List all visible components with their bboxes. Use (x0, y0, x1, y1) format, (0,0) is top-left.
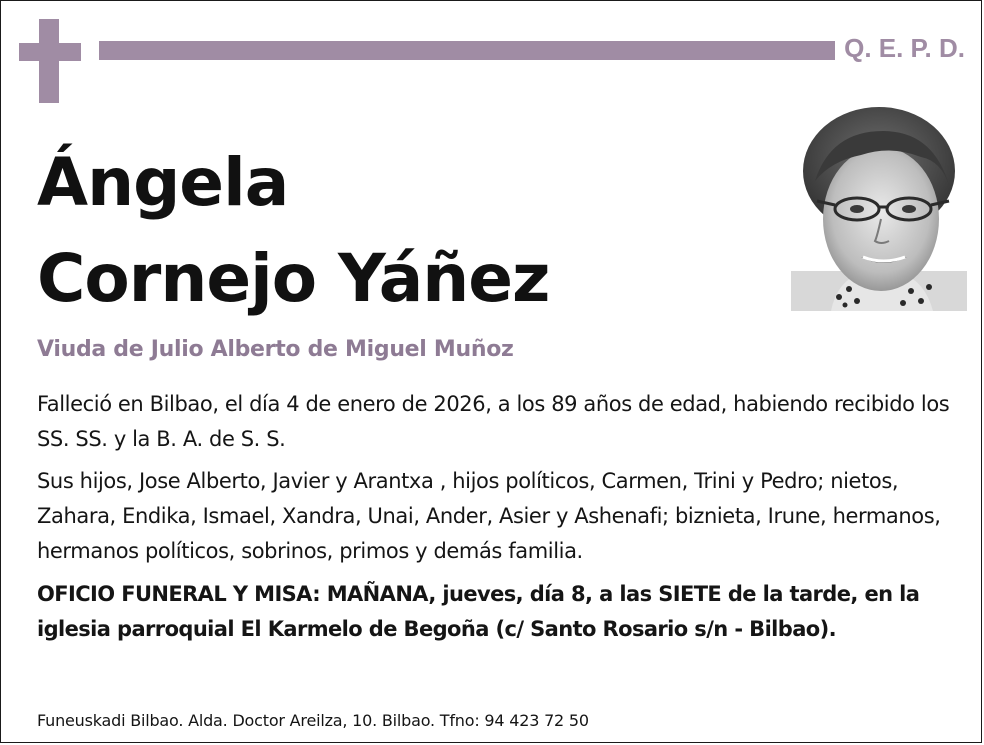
widow-of-subtitle: Viuda de Julio Alberto de Miguel Muñoz (37, 337, 514, 362)
funeral-home-footer: Funeuskadi Bilbao. Alda. Doctor Areilza, 10. Bilbao. Tfno: 94 423 72 50 (37, 711, 589, 730)
header-rule (99, 41, 835, 60)
family-paragraph: Sus hijos, Jose Alberto, Javier y Arantxa , hijos políticos, Carmen, Trini y Pedro; nietos, Zahara, Endika, Ismael, Xandra, Unai, Ander, Asier y Ashenafi; biznieta, Irune, hermanos, hermanos políticos, sobrinos, primos y demás familia. (37, 469, 941, 563)
death-notice-paragraph: Falleció en Bilbao, el día 4 de enero de 2026, a los 89 años de edad, habiendo recibido los SS. SS. y la B. A. de S. S. (37, 392, 950, 451)
portrait-photo (791, 101, 967, 311)
surnames: Cornejo Yáñez (37, 240, 550, 317)
qepd-label: Q. E. P. D. (844, 33, 965, 63)
deceased-name (37, 135, 549, 327)
first-name: Ángela (37, 144, 289, 221)
funeral-service-paragraph: OFICIO FUNERAL Y MISA: MAÑANA, jueves, día 8, a las SIETE de la tarde, en la iglesia parroquial El Karmelo de Begoña (c/ Santo Rosario s/n - Bilbao). (37, 582, 920, 641)
